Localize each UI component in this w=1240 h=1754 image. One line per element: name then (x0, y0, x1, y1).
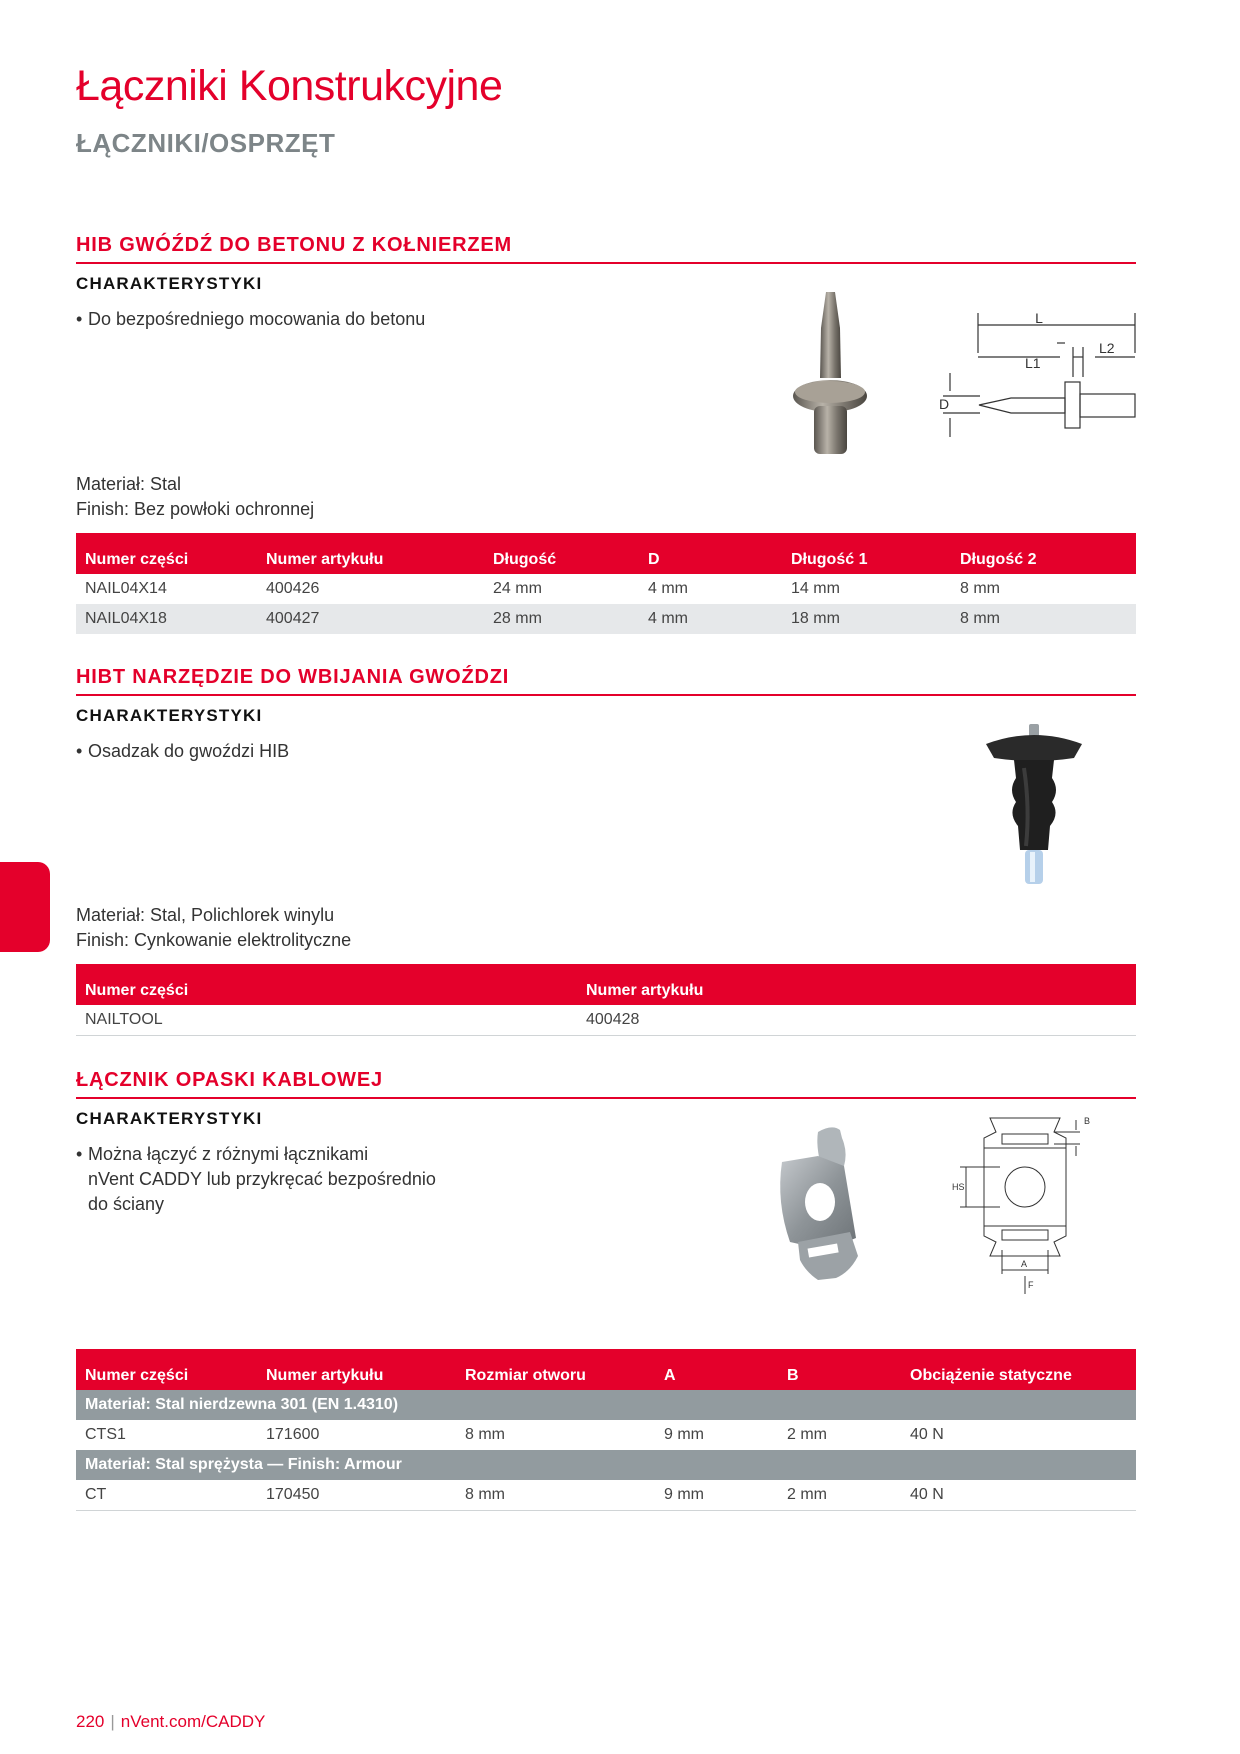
spec-table-cable-tie (76, 1349, 1136, 1511)
dim-label-a: A (1021, 1259, 1028, 1269)
material-group-label: Materiał: Stal nierdzewna 301 (EN 1.4310) (76, 1390, 1136, 1420)
cable-tie-dimension-drawing (950, 1110, 1100, 1300)
column-header: Rozmiar otworu (456, 1349, 655, 1390)
spec-table-hib (76, 533, 1136, 634)
table-cell: 24 mm (493, 580, 542, 597)
column-header: A (655, 1349, 778, 1390)
finish-text: Finish: Cynkowanie elektrolityczne (76, 930, 352, 950)
column-header: Numer części (76, 533, 257, 574)
dim-label-l1: L1 (1025, 355, 1041, 371)
table-cell: 400426 (266, 580, 320, 597)
table-cell: 170450 (257, 1480, 456, 1511)
material-text: Materiał: Stal, Polichlorek winylu (76, 905, 335, 925)
table-cell: NAIL04X14 (85, 580, 167, 597)
table-cell: NAILTOOL (76, 1005, 577, 1036)
section-title-hib: HIB GWÓŹDŹ DO BETONU Z KOŁNIERZEM (76, 234, 513, 256)
feature-list: • Osadzak do gwoździ HIB (76, 739, 289, 764)
page-footer (76, 1712, 265, 1732)
column-header: D (639, 533, 782, 574)
feature-item: Można łączyć z różnymi łącznikami (88, 1144, 369, 1164)
table-row (76, 1005, 1136, 1036)
material-text: Materiał: Stal (76, 474, 182, 494)
material-group-row (76, 1390, 1136, 1420)
table-cell: 2 mm (778, 1480, 901, 1511)
table-cell: 40 N (910, 1426, 944, 1443)
feature-item: Osadzak do gwoździ HIB (88, 741, 290, 761)
section-divider (76, 694, 1136, 696)
feature-list: • Można łączyć z różnymi łącznikami nVent CADDY lub przykręcać bezpośrednio do ściany (76, 1142, 436, 1217)
dim-label-f: F (1028, 1280, 1034, 1290)
table-cell: 9 mm (655, 1480, 778, 1511)
column-header: B (778, 1349, 901, 1390)
material-info (76, 472, 314, 522)
table-row (76, 604, 1136, 634)
column-header: Numer artykułu (257, 1349, 456, 1390)
table-cell: 8 mm (951, 604, 1136, 634)
chapter-tab (0, 862, 50, 952)
page-number: 220 (76, 1712, 105, 1731)
table-row (76, 1420, 1136, 1450)
table-row (76, 1480, 1136, 1511)
column-header: Numer artykułu (257, 533, 484, 574)
table-cell: 8 mm (456, 1480, 655, 1511)
spec-table-hibt (76, 964, 1136, 1036)
page-title: Łączniki Konstrukcyjne (76, 62, 503, 110)
footer-separator: | (110, 1712, 115, 1731)
column-header: Obciążenie statyczne (901, 1349, 1136, 1390)
feature-item: nVent CADDY lub przykręcać bezpośrednio (88, 1169, 436, 1189)
table-cell: 8 mm (960, 580, 1000, 597)
dim-label-b: B (1084, 1116, 1091, 1126)
footer-link[interactable]: nVent.com/CADDY (120, 1712, 266, 1731)
column-header: Numer części (76, 964, 577, 1005)
table-cell: 8 mm (465, 1426, 505, 1443)
material-group-label: Materiał: Stal sprężysta — Finish: Armour (76, 1450, 1136, 1480)
features-heading: CHARAKTERYSTYKI (76, 706, 263, 725)
dim-label-l: L (1035, 310, 1043, 326)
features-heading: CHARAKTERYSTYKI (76, 274, 263, 293)
finish-text: Finish: Bez powłoki ochronnej (76, 499, 315, 519)
nail-product-image (785, 288, 875, 460)
table-cell: 2 mm (787, 1426, 827, 1443)
dim-label-l2: L2 (1099, 340, 1115, 356)
column-header: Długość 2 (951, 533, 1136, 574)
feature-item: do ściany (88, 1194, 165, 1214)
page-subtitle: ŁĄCZNIKI/OSPRZĘT (76, 128, 336, 158)
table-cell: 4 mm (648, 580, 688, 597)
section-divider (76, 1097, 1136, 1099)
nail-dimension-drawing (935, 305, 1145, 440)
column-header: Długość (484, 533, 639, 574)
section-title-hibt: HIBT NARZĘDZIE DO WBIJANIA GWOŹDZI (76, 666, 510, 688)
table-cell: 28 mm (484, 604, 639, 634)
cable-tie-connector-image (760, 1122, 885, 1294)
table-cell: 40 N (901, 1480, 1136, 1511)
section-title-cable-tie: ŁĄCZNIK OPASKI KABLOWEJ (76, 1069, 383, 1091)
table-cell: CTS1 (85, 1426, 126, 1443)
column-header: Numer artykułu (577, 964, 1136, 1005)
table-cell: 4 mm (639, 604, 782, 634)
table-cell: 400428 (577, 1005, 1136, 1036)
table-row (76, 574, 1136, 604)
nail-tool-image (978, 718, 1088, 890)
column-header: Długość 1 (782, 533, 951, 574)
features-heading: CHARAKTERYSTYKI (76, 1109, 263, 1128)
material-info (76, 903, 351, 953)
table-cell: 14 mm (791, 580, 840, 597)
table-cell: 18 mm (782, 604, 951, 634)
table-cell: CT (76, 1480, 257, 1511)
table-cell: 400427 (257, 604, 484, 634)
table-cell: NAIL04X18 (76, 604, 257, 634)
table-cell: 9 mm (664, 1426, 704, 1443)
table-cell: 171600 (266, 1426, 320, 1443)
dim-label-hs: HS (952, 1182, 965, 1192)
feature-list: • Do bezpośredniego mocowania do betonu (76, 307, 425, 332)
column-header: Numer części (76, 1349, 257, 1390)
material-group-row (76, 1450, 1136, 1480)
section-divider (76, 262, 1136, 264)
feature-item: Do bezpośredniego mocowania do betonu (88, 309, 426, 329)
dim-label-d: D (939, 396, 950, 412)
